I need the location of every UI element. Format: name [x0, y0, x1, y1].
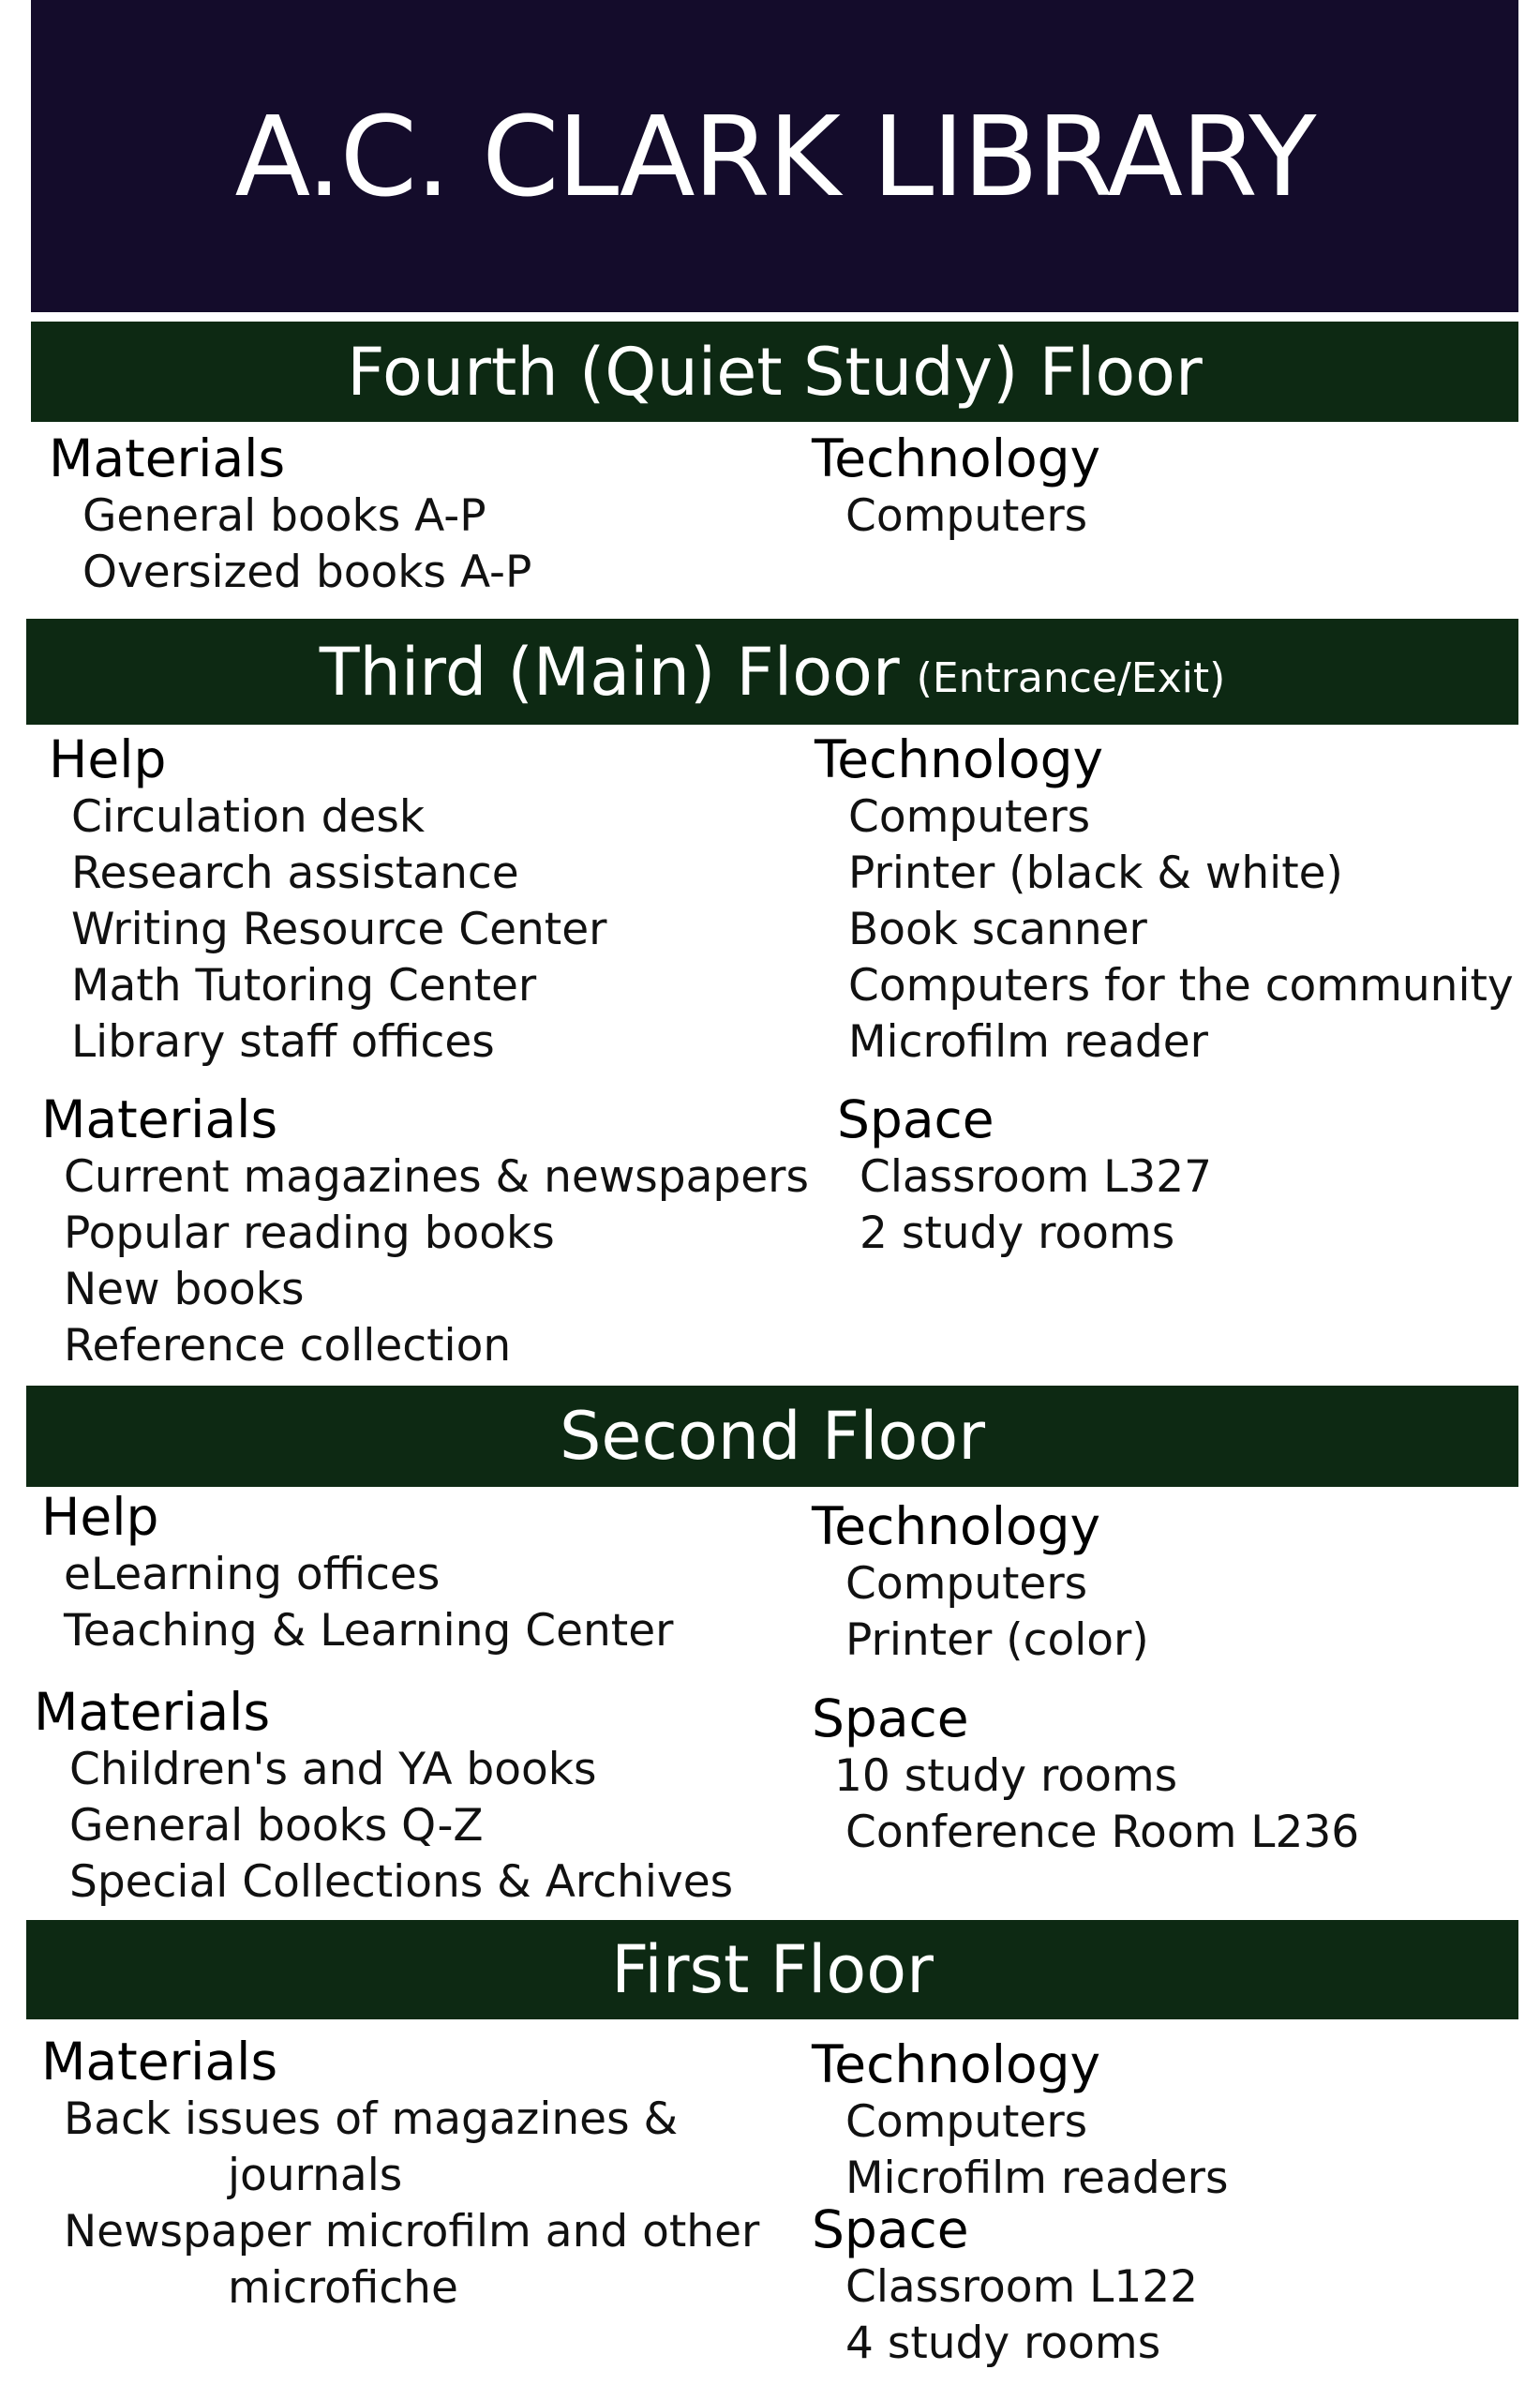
floor-note: (Entrance/Exit) [916, 654, 1226, 702]
floor-name: First Floor [611, 1931, 934, 2008]
list-item: microfiche [228, 2262, 458, 2314]
list-item: Book scanner [848, 904, 1147, 955]
third-technology [815, 729, 1514, 1071]
section-heading: Space [812, 2199, 969, 2259]
list-item: Math Tutoring Center [71, 960, 537, 1012]
section-heading: Technology [815, 729, 1104, 789]
list-item: Microfilm reader [848, 1016, 1208, 1068]
list-item: Conference Room L236 [845, 1807, 1360, 1858]
floor-name: Second Floor [559, 1398, 985, 1475]
floor-name: Fourth (Quiet Study) Floor [347, 333, 1203, 411]
first-materials [41, 2032, 759, 2317]
section-heading: Space [837, 1089, 994, 1149]
floor-header-fourth [31, 322, 1518, 422]
list-item: eLearning offices [64, 1549, 441, 1600]
list-item: Writing Resource Center [71, 904, 607, 955]
list-item: Classroom L327 [860, 1151, 1213, 1203]
floor-name: Third (Main) Floor [319, 633, 900, 711]
list-item: Library staff offices [71, 1016, 495, 1068]
page-title: A.C. CLARK LIBRARY [234, 91, 1315, 221]
list-item: 2 study rooms [860, 1208, 1175, 1259]
list-item: Printer (black & white) [848, 848, 1343, 899]
list-item: General books Q-Z [69, 1800, 484, 1852]
section-heading: Technology [812, 428, 1101, 488]
second-materials [34, 1682, 733, 1911]
third-space [837, 1089, 1212, 1262]
first-space [812, 2199, 1198, 2372]
section-heading: Materials [41, 2032, 278, 2092]
third-help [49, 729, 606, 1071]
list-item: Computers [845, 2096, 1088, 2148]
list-item: Back issues of magazines & [64, 2093, 679, 2145]
list-item: Computers [845, 1558, 1088, 1610]
section-heading: Technology [812, 2034, 1101, 2094]
list-item: Reference collection [64, 1320, 512, 1372]
third-materials [41, 1089, 809, 1374]
fourth-technology [812, 428, 1100, 545]
list-item: Computers [845, 490, 1088, 542]
list-item: Newspaper microfilm and other [64, 2206, 760, 2258]
list-item: 4 study rooms [845, 2318, 1161, 2369]
list-item: Teaching & Learning Center [64, 1605, 674, 1657]
list-item: 10 study rooms [834, 1750, 1178, 1802]
second-help [41, 1487, 673, 1659]
list-item: Current magazines & newspapers [64, 1151, 809, 1203]
section-heading: Materials [34, 1682, 271, 1742]
title-banner [31, 0, 1518, 312]
section-heading: Help [49, 729, 167, 789]
list-item: Microfilm readers [845, 2152, 1229, 2204]
list-item: journals [228, 2150, 403, 2201]
list-item: Printer (color) [845, 1614, 1149, 1666]
floor-header-first [26, 1920, 1518, 2019]
section-heading: Help [41, 1487, 159, 1547]
list-item: Computers [848, 791, 1091, 843]
list-item: Circulation desk [71, 791, 426, 843]
floor-header-third [26, 619, 1518, 725]
second-technology [812, 1496, 1149, 1669]
list-item: Research assistance [71, 848, 519, 899]
list-item: Children's and YA books [69, 1744, 597, 1795]
section-heading: Materials [41, 1089, 278, 1149]
list-item: Computers for the community [848, 960, 1514, 1012]
section-heading: Technology [812, 1496, 1101, 1556]
second-space [812, 1688, 1359, 1861]
first-technology [812, 2034, 1228, 2207]
list-item: Oversized books A-P [82, 547, 532, 598]
fourth-materials [49, 428, 531, 601]
section-heading: Materials [49, 428, 286, 488]
list-item: Classroom L122 [845, 2261, 1199, 2313]
section-heading: Space [812, 1688, 969, 1748]
list-item: Special Collections & Archives [69, 1856, 734, 1908]
list-item: General books A-P [82, 490, 486, 542]
list-item: New books [64, 1264, 305, 1315]
floor-header-second [26, 1386, 1518, 1487]
list-item: Popular reading books [64, 1208, 555, 1259]
